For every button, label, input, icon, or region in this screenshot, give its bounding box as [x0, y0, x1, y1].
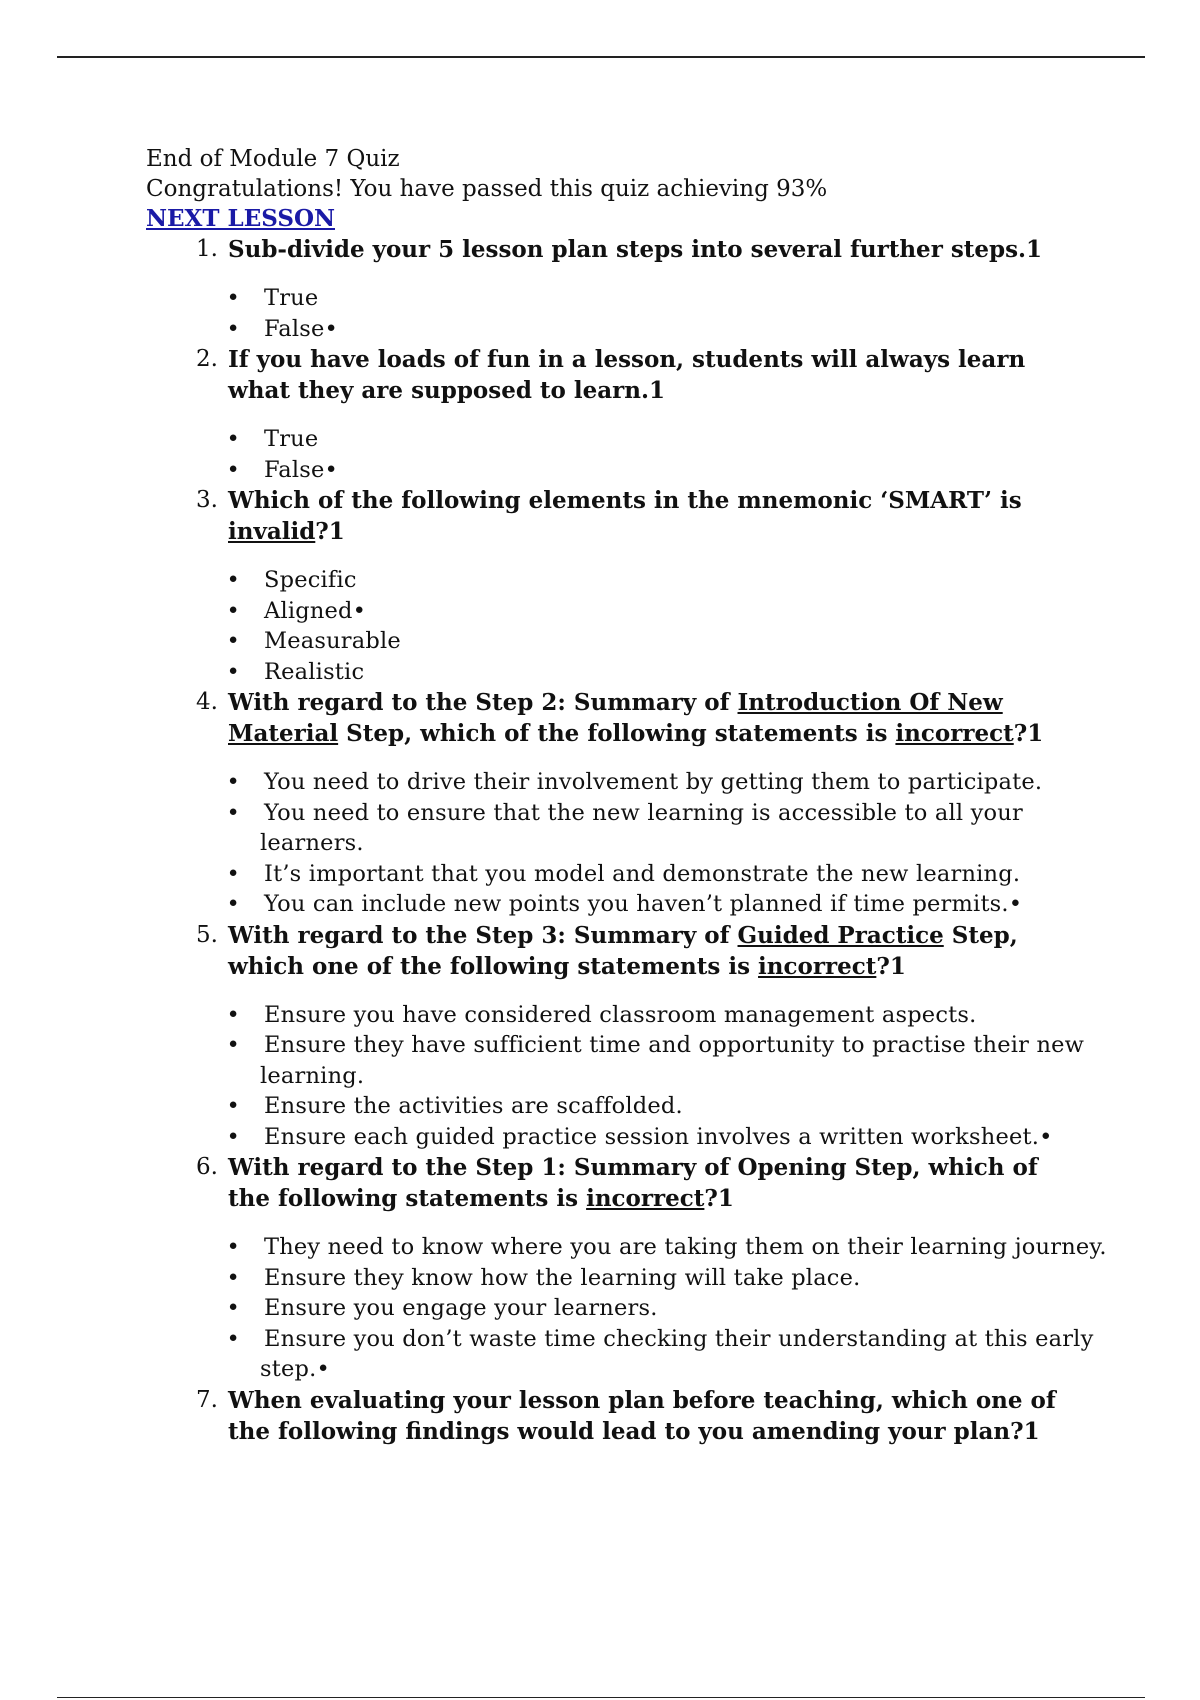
answer-option-text: You need to drive their involvement by getting them to participate. [264, 769, 1043, 795]
question-text-underlined: Introduction Of New Material [228, 689, 1003, 747]
answer-option [146, 657, 1136, 688]
answer-option-text: Ensure each guided practice session involves a written worksheet.• [264, 1123, 1053, 1150]
answer-options [146, 283, 1136, 344]
question-list [146, 234, 1136, 1447]
question-text-part: When evaluating your lesson plan before teaching, which one of the following findings would lead to you amending your plan?1 [228, 1386, 1056, 1445]
bullet-icon: • [226, 1295, 240, 1321]
answer-option-text: True [264, 426, 319, 452]
bullet-icon: • [226, 1001, 240, 1028]
answer-option [146, 596, 1136, 627]
question-text-part: ?1 [1013, 720, 1044, 747]
bullet-icon: • [226, 567, 240, 593]
question-7 [146, 1385, 1136, 1447]
question-text-part: If you have loads of fun in a lesson, students will always learn what they are supposed to learn.1 [228, 346, 1026, 404]
quiz-title: End of Module 7 Quiz [146, 146, 400, 172]
answer-options [146, 424, 1136, 485]
question-heading [146, 234, 1136, 265]
question-number: 1. [196, 236, 218, 262]
answer-option-text: Realistic [264, 658, 365, 685]
question-text-part: Sub-divide your 5 lesson plan steps into several further steps.1 [228, 236, 1043, 263]
answer-option [146, 565, 1136, 596]
bullet-icon: • [226, 1264, 240, 1291]
question-1 [146, 234, 1136, 344]
bullet-icon: • [226, 860, 240, 887]
answer-option [146, 1293, 1136, 1324]
question-text-underlined: Guided Practice [737, 921, 944, 949]
answer-option-text: Ensure they know how the learning will take place. [264, 1264, 861, 1291]
answer-option [146, 1030, 1136, 1091]
answer-option [146, 859, 1136, 890]
next-lesson-link[interactable]: NEXT LESSON [146, 205, 335, 232]
answer-options [146, 1232, 1136, 1385]
answer-option-text: Measurable [264, 628, 401, 654]
answer-option [146, 889, 1136, 920]
bullet-icon: • [226, 769, 240, 795]
question-text-underlined: incorrect [586, 1185, 705, 1212]
answer-option [146, 626, 1136, 657]
question-text-part: Step, which one of the following statements is [228, 921, 1018, 980]
question-text [228, 234, 1136, 265]
quiz-content [146, 144, 1136, 1447]
answer-option [146, 1122, 1136, 1153]
answer-option [146, 1091, 1136, 1122]
answer-option-text: Specific [264, 567, 357, 593]
bullet-icon: • [226, 628, 240, 654]
answer-option-text: It’s important that you model and demonstrate the new learning. [264, 860, 1021, 887]
question-number: 5. [196, 921, 218, 948]
answer-option-text: True [264, 285, 319, 311]
answer-option [146, 798, 1136, 859]
answer-option-text: Aligned• [264, 597, 367, 624]
question-text [228, 687, 1136, 749]
question-text-part: Step, which of the following statements is [338, 720, 896, 747]
question-text-part: With regard to the Step 1: Summary of Opening Step, which of the following statements is [228, 1154, 1038, 1212]
answer-option-text: Ensure you don’t waste time checking their understanding at this early step.• [260, 1325, 1094, 1382]
bullet-icon: • [226, 1325, 240, 1352]
bullet-icon: • [226, 799, 240, 826]
answer-option [146, 1324, 1136, 1385]
answer-option [146, 767, 1136, 798]
question-text [228, 485, 1136, 547]
answer-option-text: Ensure the activities are scaffolded. [264, 1093, 683, 1119]
bullet-icon: • [226, 285, 240, 311]
question-4 [146, 687, 1136, 920]
bullet-icon: • [226, 426, 240, 452]
answer-option-text: Ensure they have sufficient time and opportunity to practise their new learning. [260, 1032, 1085, 1089]
question-number: 2. [196, 346, 218, 372]
question-3 [146, 485, 1136, 687]
answer-option [146, 1263, 1136, 1294]
question-text-part: With regard to the Step 3: Summary of [228, 921, 738, 949]
question-text-underlined: invalid [228, 518, 316, 545]
question-text-part: ?1 [704, 1185, 734, 1212]
bullet-icon: • [226, 658, 240, 685]
answer-option [146, 283, 1136, 314]
question-2 [146, 344, 1136, 485]
answer-option-text: Ensure you engage your learners. [264, 1295, 658, 1321]
question-heading [146, 485, 1136, 547]
question-number: 7. [196, 1386, 218, 1413]
answer-option [146, 1000, 1136, 1031]
bullet-icon: • [226, 315, 240, 342]
question-text [228, 1385, 1136, 1447]
question-number: 4. [196, 689, 218, 715]
answer-options [146, 1000, 1136, 1153]
question-text-part: Which of the following elements in the mnemonic ‘SMART’ is [228, 487, 1022, 514]
answer-option-text: You can include new points you haven’t planned if time permits.• [264, 891, 1023, 917]
answer-option-text: They need to know where you are taking them on their learning journey. [264, 1234, 1107, 1260]
answer-option [146, 424, 1136, 455]
question-heading [146, 920, 1136, 982]
quiz-result: Congratulations! You have passed this quiz achieving 93% [146, 176, 828, 202]
bullet-icon: • [226, 1032, 240, 1058]
answer-option-text: False• [264, 315, 339, 342]
header-rule [57, 56, 1145, 58]
answer-option-text: False• [264, 456, 339, 483]
answer-option [146, 314, 1136, 345]
question-6 [146, 1152, 1136, 1385]
question-text-part: ?1 [315, 518, 345, 545]
bullet-icon: • [226, 1234, 240, 1260]
question-number: 6. [196, 1154, 218, 1180]
bullet-icon: • [226, 1123, 240, 1150]
question-text [228, 920, 1136, 982]
answer-options [146, 767, 1136, 920]
question-text-part: ?1 [876, 952, 906, 980]
question-number: 3. [196, 487, 218, 513]
answer-option [146, 455, 1136, 486]
bullet-icon: • [226, 1093, 240, 1119]
question-heading [146, 1385, 1136, 1447]
answer-options [146, 565, 1136, 687]
answer-option [146, 1232, 1136, 1263]
question-5 [146, 920, 1136, 1153]
question-text-underlined: incorrect [758, 952, 877, 980]
question-heading [146, 687, 1136, 749]
question-text [228, 344, 1136, 406]
question-heading [146, 344, 1136, 406]
question-text-underlined: incorrect [895, 720, 1014, 747]
footer-rule [57, 1697, 1145, 1698]
bullet-icon: • [226, 597, 240, 624]
question-heading [146, 1152, 1136, 1214]
answer-option-text: You need to ensure that the new learning is accessible to all your learners. [260, 799, 1023, 856]
answer-option-text: Ensure you have considered classroom management aspects. [264, 1001, 977, 1028]
bullet-icon: • [226, 456, 240, 483]
question-text [228, 1152, 1136, 1214]
bullet-icon: • [226, 891, 240, 917]
question-text-part: With regard to the Step 2: Summary of [228, 689, 738, 716]
